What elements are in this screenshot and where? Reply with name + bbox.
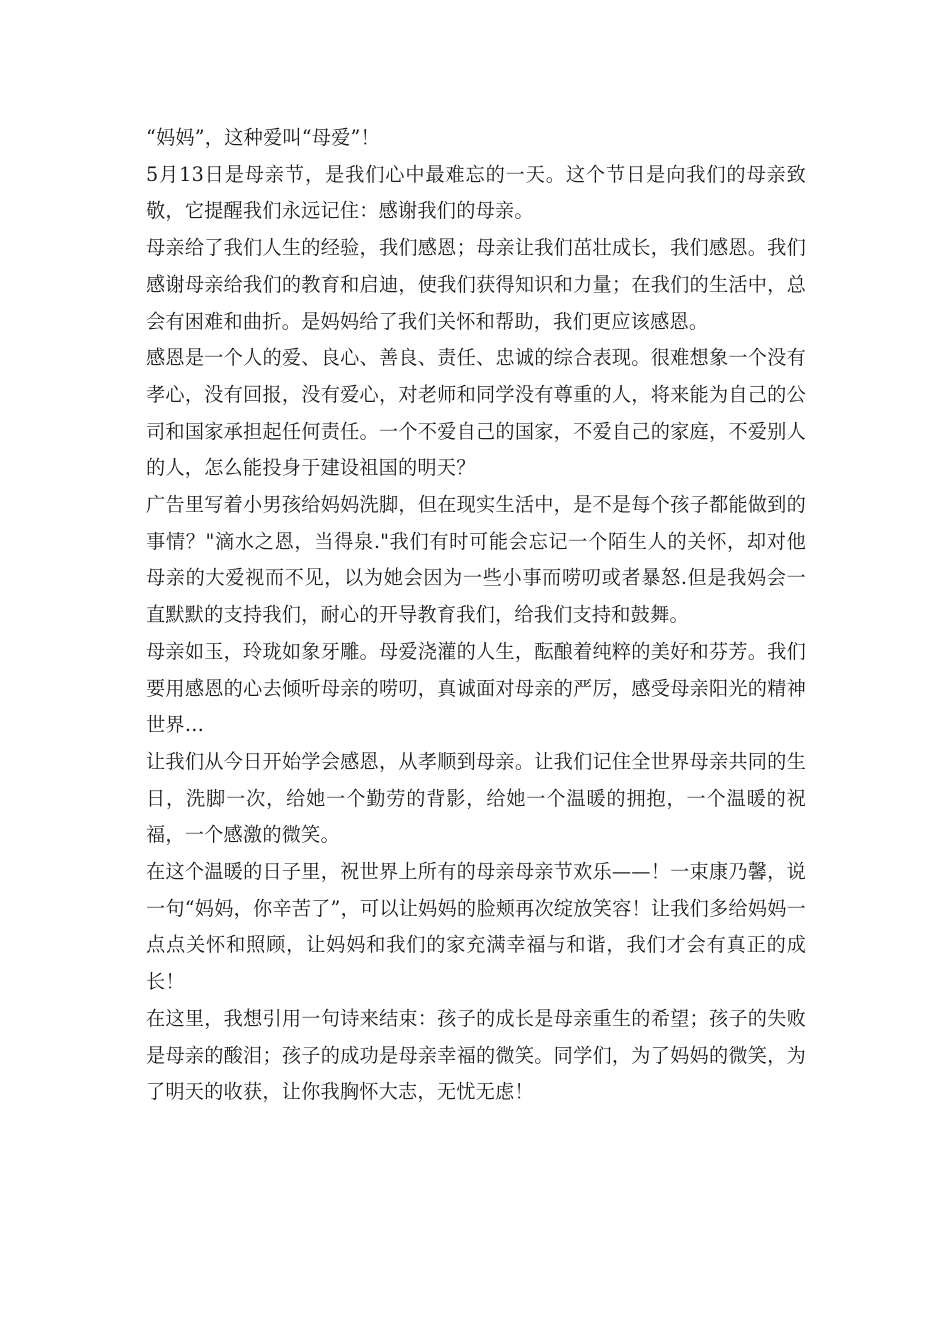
paragraph-title-line: “妈妈”，这种爱叫“母爱”！ xyxy=(146,126,380,149)
paragraph-advertisement: 广告里写着小男孩给妈妈洗脚，但在现实生活中，是不是每个孩子都能做到的事情？"滴水之恩，当得泉."我们有时可能会忘记一个陌生人的关怀，却对他母亲的大爱视而不见，以为她会因为一些小事而唠叨或者暴怒.但是我妈会一直默默的支持我们，耐心的开导教育我们，给我们支持和鼓舞。 xyxy=(146,493,806,627)
document-body xyxy=(146,120,806,1111)
paragraph-conclusion: 在这里，我想引用一句诗来结束：孩子的成长是母亲重生的希望；孩子的失败是母亲的酸泪；孩子的成功是母亲幸福的微笑。同学们，为了妈妈的微笑，为了明天的收获，让你我胸怀大志，无忧无虑！ xyxy=(146,1006,806,1104)
paragraph-mothers-day-intro: 5月13日是母亲节，是我们心中最难忘的一天。这个节日是向我们的母亲致敬，它提醒我们永远记住：感谢我们的母亲。 xyxy=(146,162,806,223)
paragraph-mother-like-jade: 母亲如玉，玲珑如象牙雕。母爱浇灌的人生，酝酿着纯粹的美好和芬芳。我们要用感恩的心去倾听母亲的唠叨，真诚面对母亲的严厉，感受母亲阳光的精神世界… xyxy=(146,639,806,737)
paragraph-gratitude: 母亲给了我们人生的经验，我们感恩；母亲让我们茁壮成长，我们感恩。我们感谢母亲给我们的教育和启迪，使我们获得知识和力量；在我们的生活中，总会有困难和曲折。是妈妈给了我们关怀和帮助，我们更应该感恩。 xyxy=(146,236,806,333)
paragraph-warm-day: 在这个温暖的日子里，祝世界上所有的母亲母亲节欢乐——！一束康乃馨，说一句“妈妈，你辛苦了”，可以让妈妈的脸颊再次绽放笑容！让我们多给妈妈一点点关怀和照顾，让妈妈和我们的家充满幸福与和谐，我们才会有真正的成长！ xyxy=(146,860,806,994)
paragraph-gratitude-meaning: 感恩是一个人的爱、良心、善良、责任、忠诚的综合表现。很难想象一个没有孝心，没有回报，没有爱心，对老师和同学没有尊重的人，将来能为自己的公司和国家承担起任何责任。一个不爱自己的国家，不爱自己的家庭，不爱别人的人，怎么能投身于建设祖国的明天？ xyxy=(146,346,806,480)
paragraph-start-today: 让我们从今日开始学会感恩，从孝顺到母亲。让我们记住全世界母亲共同的生日，洗脚一次，给她一个勤劳的背影，给她一个温暖的拥抱，一个温暖的祝福，一个感激的微笑。 xyxy=(146,749,806,847)
